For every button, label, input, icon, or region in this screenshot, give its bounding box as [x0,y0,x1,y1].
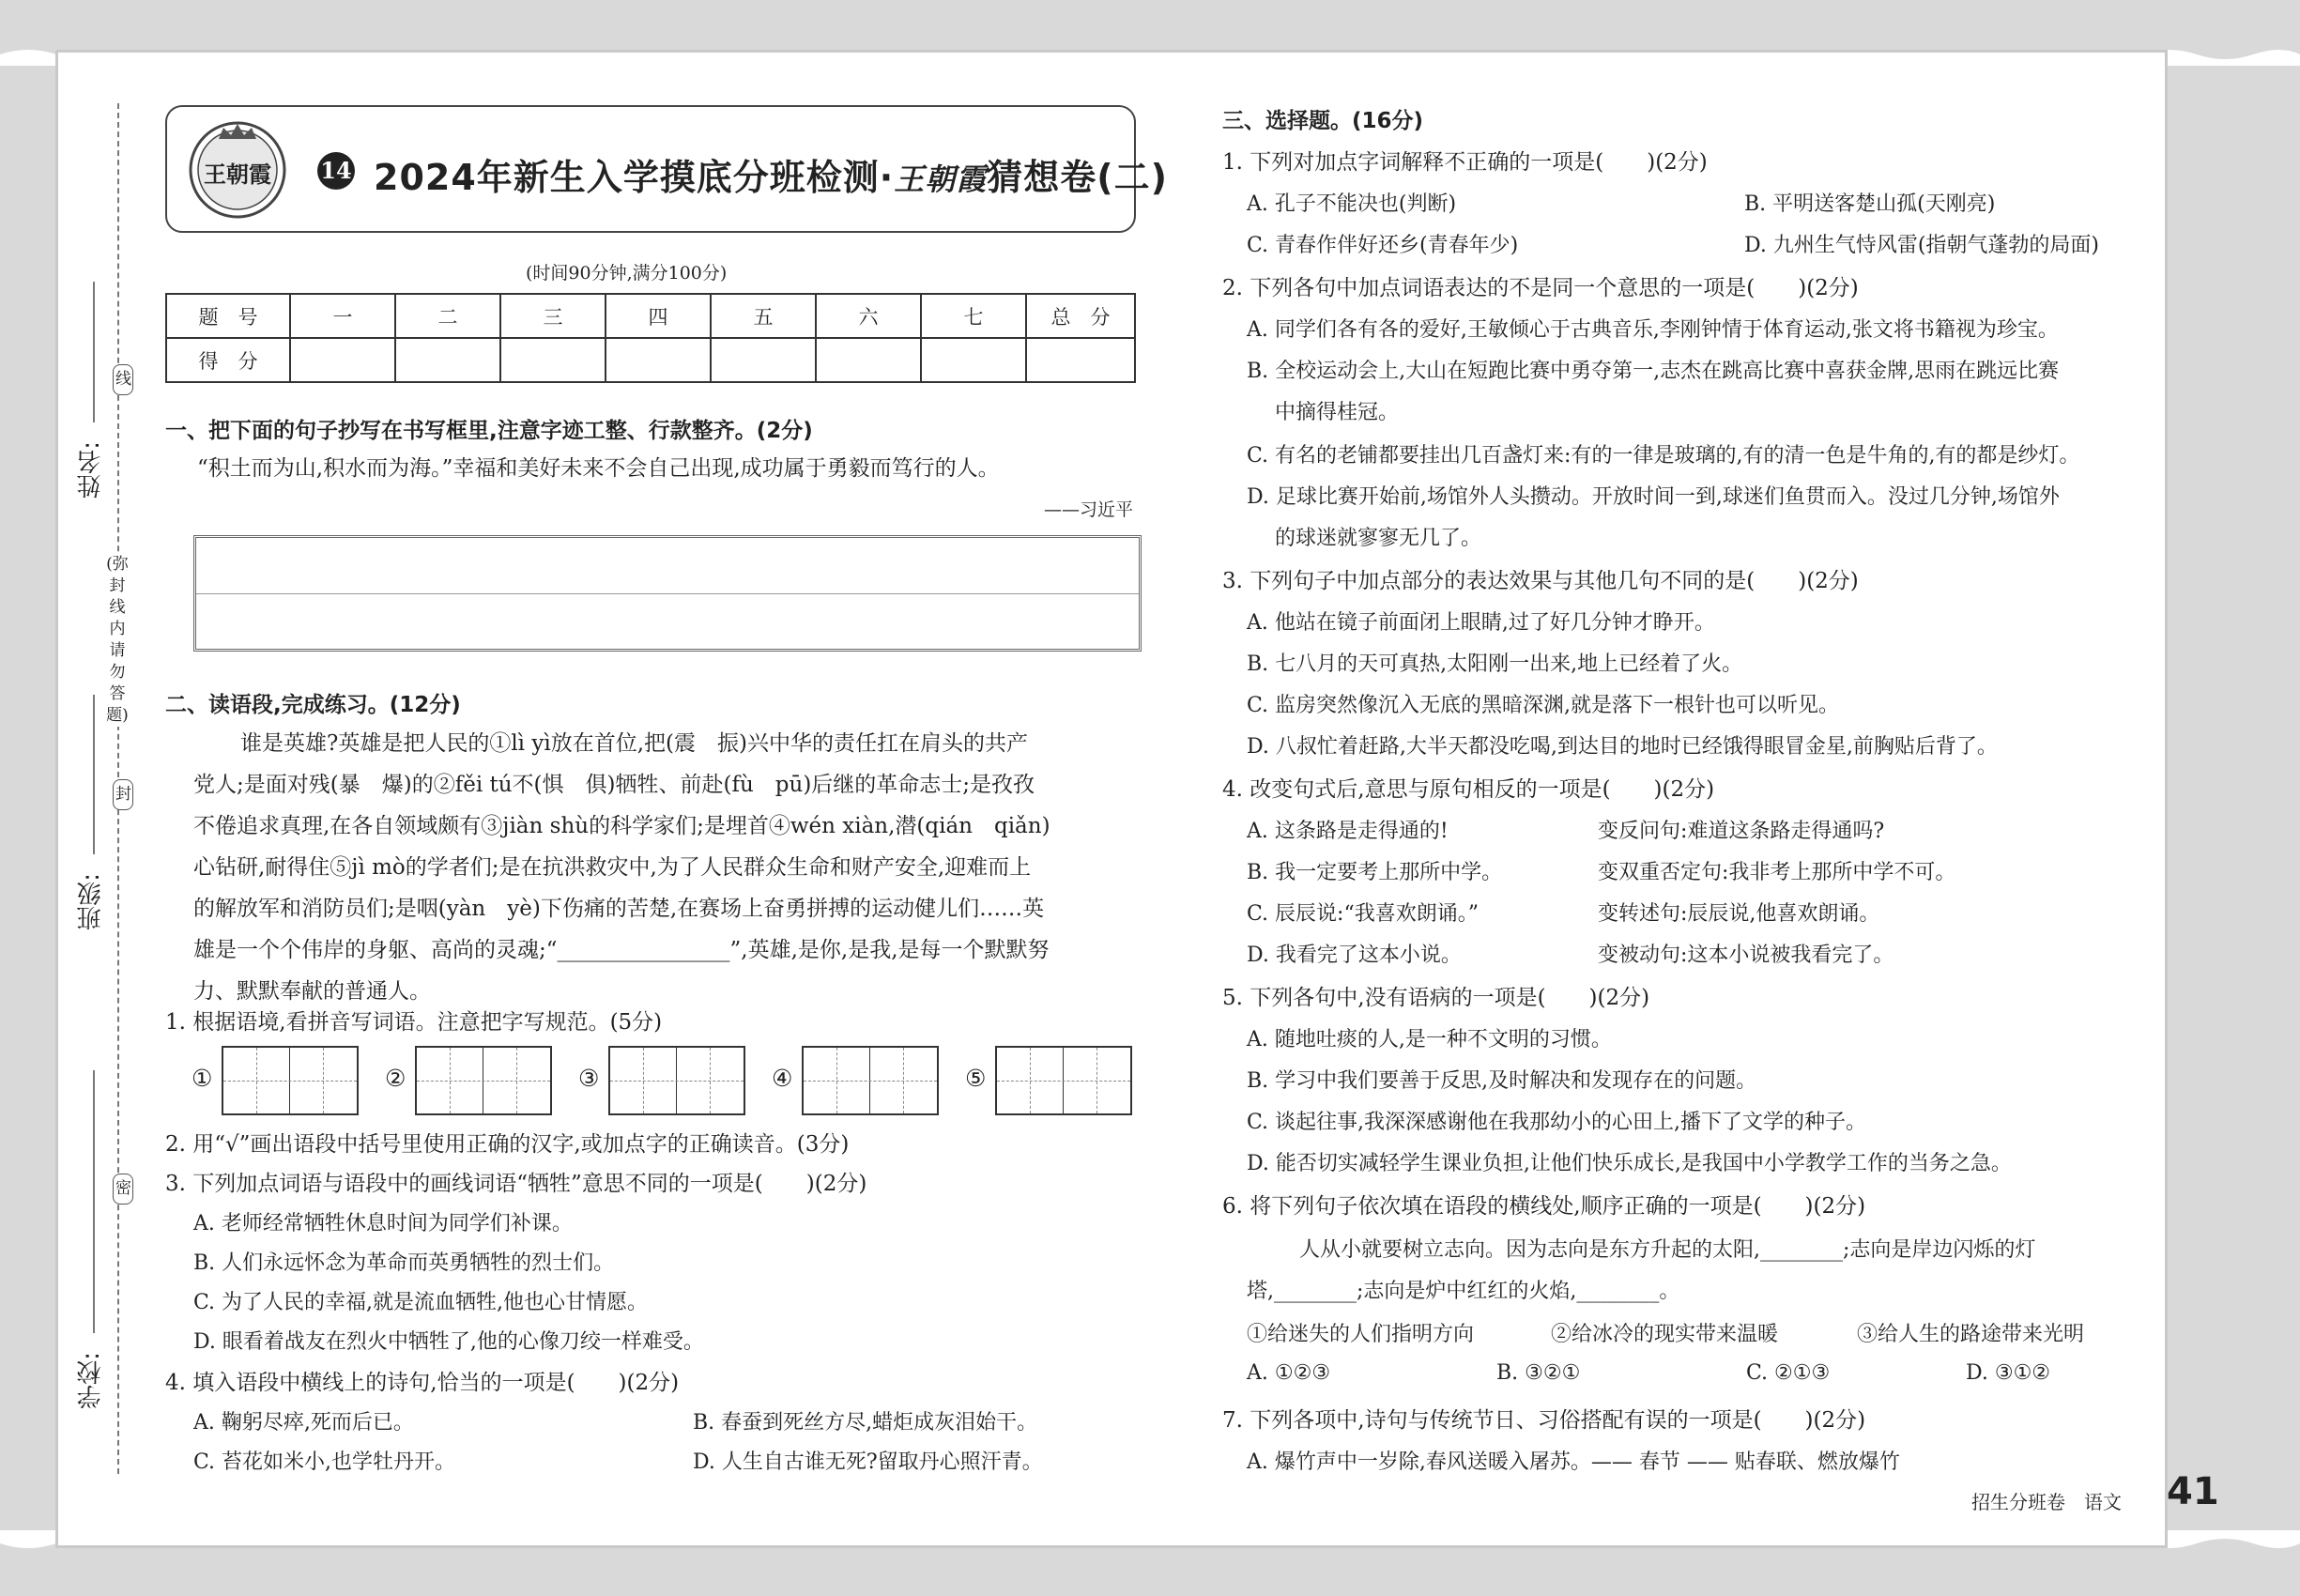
s3-q3-option[interactable]: B. 七八月的天可真热,太阳刚一出来,地上已经着了火。 [1247,652,1743,676]
title-main: 2024年新生入学摸底分班检测· [374,157,895,198]
score-input-cell[interactable] [816,338,921,382]
tian-grid[interactable] [802,1046,939,1115]
s3-q5-option[interactable]: C. 谈起往事,我深深感谢他在我那幼小的心田上,播下了文学的种子。 [1247,1111,1867,1134]
s2-question-4: 4. 填入语段中横线上的诗句,恰当的一项是( )(2分) [165,1371,680,1395]
passage-line: 雄是一个个伟岸的身躯、高尚的灵魂;“________________”,英雄,是你,是我,是每一个默默努 [193,938,1050,962]
s3-q6-option[interactable]: B. ③②① [1496,1361,1581,1385]
school-line[interactable] [93,1070,95,1333]
s3-q4-sentence[interactable]: A. 这条路是走得通的! [1247,820,1449,843]
score-row-label: 得 分 [166,338,290,382]
s3-q3-option[interactable]: D. 八叔忙着赶路,大半天都没吃喝,到达目的地时已经饿得眼冒金星,前胸贴后背了。 [1247,735,1998,759]
s3-q2-option-cont: 中摘得桂冠。 [1275,401,1400,424]
s2-q4-option[interactable]: A. 鞠躬尽瘁,死而后已。 [193,1411,414,1435]
score-input-cell[interactable] [1026,338,1135,382]
s3-q4-sentence[interactable]: B. 我一定要考上那所中学。 [1247,861,1503,884]
wavy-border-top [0,0,2300,66]
s3-q6-passage: 塔,________;志向是炉中红红的火焰,________。 [1247,1280,1680,1303]
s3-q5-option[interactable]: D. 能否切实减轻学生课业负担,让他们快乐成长,是我国中小学教学工作的当务之急。 [1247,1152,2012,1175]
score-cell: 一 [290,294,395,338]
s3-question-4: 4. 改变句式后,意思与原句相反的一项是( )(2分) [1222,777,1715,802]
passage-line: 党人;是面对残(暴 爆)的②fěi tú不(惧 俱)牺牲、前赴(fù pū)后继的革命志士;是孜孜 [193,773,1035,797]
passage-line: 不倦追求真理,在各自领域颇有③jiàn shù的科学家们;是埋首④wén xiàn,潜(qián qiǎn) [193,814,1050,838]
s2-question-3: 3. 下列加点词语与语段中的画线词语“牺牲”意思不同的一项是( )(2分) [165,1172,867,1196]
s3-q3-option[interactable]: A. 他站在镜子前面闭上眼睛,过了好几分钟才睁开。 [1247,611,1715,635]
s3-q4-sentence[interactable]: C. 辰辰说:“我喜欢朗诵。” [1247,902,1479,926]
s3-q1-option[interactable]: D. 九州生气恃风雷(指朝气蓬勃的局面) [1744,234,2100,257]
score-input-cell[interactable] [290,338,395,382]
class-label: 班级: [77,873,105,930]
s3-question-2: 2. 下列各句中加点词语表达的不是同一个意思的一项是( )(2分) [1222,276,1859,300]
section1-author: ——习近平 [1044,499,1134,520]
tian-grid[interactable] [222,1046,359,1115]
s3-q1-option[interactable]: C. 青春作伴好还乡(青春年少) [1247,234,1519,257]
score-input-cell[interactable] [500,338,606,382]
score-input-cell[interactable] [395,338,500,382]
s2-question-2: 2. 用“√”画出语段中括号里使用正确的汉字,或加点字的正确读音。(3分) [165,1132,850,1157]
exam-number-badge: 14 [317,152,355,190]
s2-q4-option[interactable]: C. 苔花如米小,也学牡丹开。 [193,1450,456,1474]
s3-q6-item: ①给迷失的人们指明方向 [1247,1323,1475,1346]
footer-label: 招生分班卷 语文 [1971,1491,2122,1513]
s3-q2-option[interactable]: D. 足球比赛开始前,场馆外人头攒动。开放时间一到,球迷们鱼贯而入。没过几分钟,场馆外 [1247,485,2060,509]
section2-heading: 二、读语段,完成练习。(12分) [165,693,461,717]
name-label: 姓名: [77,441,105,499]
grid-label: ⑤ [965,1065,987,1092]
school-label: 学校: [77,1352,105,1409]
score-cell: 二 [395,294,500,338]
name-line[interactable] [93,282,95,422]
score-cell: 总 分 [1026,294,1135,338]
s3-q3-option[interactable]: C. 监房突然像沉入无底的黑暗深渊,就是落下一根针也可以听见。 [1247,694,1840,717]
grid-label: ④ [772,1065,793,1092]
s3-q6-option[interactable]: A. ①②③ [1247,1361,1331,1385]
s3-q5-option[interactable]: A. 随地吐痰的人,是一种不文明的习惯。 [1247,1028,1612,1051]
seal-tag-line: 线 [113,364,133,395]
s3-question-6: 6. 将下列句子依次填在语段的横线处,顺序正确的一项是( )(2分) [1222,1194,1866,1219]
s3-q4-transform: 变被动句:这本小说被我看完了。 [1598,944,1894,967]
seal-text: 王朝霞 [204,161,271,188]
s3-q4-transform: 变反问句:难道这条路走得通吗? [1598,820,1885,843]
s3-q6-option[interactable]: C. ②①③ [1746,1361,1831,1385]
s3-q2-option-cont: 的球迷就寥寥无几了。 [1275,527,1482,550]
tian-grid[interactable] [608,1046,745,1115]
s3-q2-option[interactable]: B. 全校运动会上,大山在短跑比赛中勇夺第一,志杰在跳高比赛中喜获金牌,思雨在跳远比赛 [1247,360,2060,383]
s2-q3-option[interactable]: A. 老师经常牺牲休息时间为同学们补课。 [193,1212,573,1235]
s3-q6-item: ③给人生的路途带来光明 [1857,1323,2085,1346]
score-table [165,293,1136,383]
s3-q6-passage: 人从小就要树立志向。因为志向是东方升起的太阳,________;志向是岸边闪烁的灯 [1299,1238,2036,1262]
title-tail: 猜想卷(二) [987,157,1168,198]
page-number: 41 [2167,1470,2219,1513]
score-cell: 四 [606,294,711,338]
brand-seal-logo [186,118,289,222]
s3-q1-option[interactable]: B. 平明送客楚山孤(天刚亮) [1744,192,1996,216]
grid-label: ③ [578,1065,600,1092]
s3-q6-option[interactable]: D. ③①② [1966,1361,2051,1385]
passage-line: 的解放军和消防员们;是咽(yàn yè)下伤痛的苦楚,在赛场上奋勇拼搏的运动健儿们……英 [193,897,1045,921]
seal-tag-secret: 密 [113,1174,133,1205]
s3-q4-sentence[interactable]: D. 我看完了这本小说。 [1247,944,1462,967]
s2-q3-option[interactable]: D. 眼看着战友在烈火中牺牲了,他的心像刀绞一样难受。 [193,1330,704,1354]
section3-heading: 三、选择题。(16分) [1222,109,1424,133]
grid-label: ① [192,1065,213,1092]
score-cell: 七 [921,294,1026,338]
score-cell: 题 号 [166,294,290,338]
s3-q6-item: ②给冰冷的现实带来温暖 [1551,1323,1779,1346]
s3-q4-transform: 变转述句:辰辰说,他喜欢朗诵。 [1598,902,1880,926]
score-input-cell[interactable] [711,338,816,382]
s3-q2-option[interactable]: A. 同学们各有各的爱好,王敏倾心于古典音乐,李刚钟情于体育运动,张文将书籍视为珍宝。 [1247,318,2059,342]
score-table-score-row [166,338,1135,382]
s3-question-5: 5. 下列各句中,没有语病的一项是( )(2分) [1222,986,1650,1010]
s3-q7-option[interactable]: A. 爆竹声中一岁除,春风送暖入屠苏。—— 春节 —— 贴春联、燃放爆竹 [1247,1450,1900,1474]
s2-q4-option[interactable]: B. 春蚕到死丝方尽,蜡炬成灰泪始干。 [693,1411,1038,1435]
tian-grid[interactable] [995,1046,1132,1115]
tian-grid[interactable] [415,1046,552,1115]
s2-q4-option[interactable]: D. 人生自古谁无死?留取丹心照汗青。 [693,1450,1043,1474]
time-note: (时间90分钟,满分100分) [526,263,728,284]
score-input-cell[interactable] [606,338,711,382]
s2-question-1: 1. 根据语境,看拼音写词语。注意把字写规范。(5分) [165,1010,663,1035]
score-cell: 六 [816,294,921,338]
seal-note: (弥封线内请勿答题) [104,554,130,727]
passage-line: 谁是英雄?英雄是把人民的①lì yì放在首位,把(震 振)兴中华的责任扛在肩头的共产 [240,731,1028,756]
s3-question-3: 3. 下列句子中加点部分的表达效果与其他几句不同的是( )(2分) [1222,569,1859,593]
copy-writing-box[interactable] [193,535,1142,652]
wavy-border-bottom [0,1530,2300,1596]
score-cell: 五 [711,294,816,338]
pinyin-writing-grids [192,1046,1140,1113]
reading-passage [193,723,1138,1012]
passage-line: 力、默默奉献的普通人。 [193,979,431,1004]
s3-question-1: 1. 下列对加点字词解释不正确的一项是( )(2分) [1222,150,1708,175]
score-input-cell[interactable] [921,338,1026,382]
s3-q4-transform: 变双重否定句:我非考上那所中学不可。 [1598,861,1956,884]
grid-label: ② [385,1065,406,1092]
class-line[interactable] [93,695,95,854]
page-title [374,148,1168,200]
seal-tag-seal: 封 [113,779,133,810]
title-brand: 王朝霞 [894,161,988,197]
passage-line: 心钻研,耐得住⑤jì mò的学者们;是在抗洪救灾中,为了人民群众生命和财产安全,迎难而上 [193,855,1032,880]
s2-q3-option[interactable]: B. 人们永远怀念为革命而英勇牺牲的烈士们。 [193,1251,615,1275]
s3-question-7: 7. 下列各项中,诗句与传统节日、习俗搭配有误的一项是( )(2分) [1222,1408,1866,1433]
section1-quote: “积土而为山,积水而为海。”幸福和美好未来不会自己出现,成功属于勇毅而笃行的人。 [197,456,1000,481]
score-cell: 三 [500,294,606,338]
score-table-header-row [166,294,1135,338]
s3-q5-option[interactable]: B. 学习中我们要善于反思,及时解决和发现存在的问题。 [1247,1069,1757,1093]
s2-q3-option[interactable]: C. 为了人民的幸福,就是流血牺牲,他也心甘情愿。 [193,1291,649,1314]
exam-header [165,105,1168,233]
s3-q1-option[interactable]: A. 孔子不能决也(判断) [1247,192,1457,216]
section1-heading: 一、把下面的句子抄写在书写框里,注意字迹工整、行款整齐。(2分) [165,419,813,443]
s3-q2-option[interactable]: C. 有名的老铺都要挂出几百盏灯来:有的一律是玻璃的,有的清一色是牛角的,有的都是纱灯。 [1247,444,2080,468]
